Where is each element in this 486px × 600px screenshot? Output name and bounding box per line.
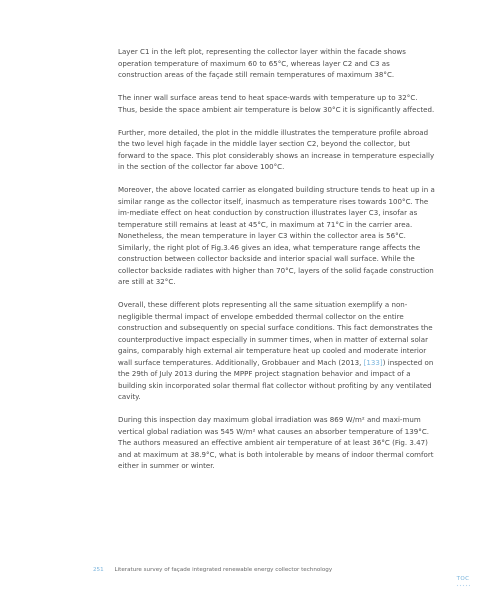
paragraph: During this inspection day maximum global irradiation was 869 W/m² and maxi-mum vertical global radiation was 545 W/m² what causes an absorber temperature of 139°C. The authors measured an effective ambient air temperature of at least 36°C (Fig. 3.47) and at maximum at 38.9°C, what is both intolerable by means of indoor thermal comfort either in summer or winter. <box>118 415 434 470</box>
paragraph: Moreover, the above located carrier as elongated building structure tends to heat up in a similar range as the collector itself, inasmuch as temperature rises towards 100°C. The im-mediate effect on heat conduction by construction illustrates layer C3, insofar as temperature still remains at least at 45°C, in maximum at 71°C in the carrier area. Nonetheless, the mean temperature in layer C3 within the collector area is 56°C. Similarly, the right plot of Fig.3.46 gives an idea, what temperature range affects the construction between collector backside and interior spacial wall surface. While the collector backside radiates with higher than 70°C, layers of the solid façade construction are still at 32°C. <box>118 185 435 286</box>
paragraph <box>118 299 436 403</box>
paragraph: Layer C1 in the left plot, representing the collector layer within the facade shows operation temperature of maximum 60 to 65°C, whereas layer C2 and C3 as construction areas of the façade still remain temperatures of maximum 38°C. <box>118 47 406 79</box>
paragraph: The inner wall surface areas tend to heat space-wards with temperature up to 32°C. Thus, beside the space ambient air temperature is below 30°C it is significantly affected. <box>118 93 435 114</box>
toc-button[interactable] <box>456 576 470 587</box>
paragraph: Further, more detailed, the plot in the middle illustrates the temperature profile abroad the two level high façade in the middle layer section C2, beyond the collector, but forward to the space. This plot considerably shows an increase in temperature especially in the section of the collector far above 100°C. <box>118 127 435 171</box>
body-text <box>118 46 436 483</box>
toc-label: TOC <box>456 576 470 582</box>
citation-link[interactable]: [133] <box>363 357 383 367</box>
page-number: 251 <box>93 567 104 573</box>
paragraph-text: Overall, these different plots representing all the same situation exemplify a non-negligible thermal impact of envelope embedded thermal collector on the entire construction and subsequently on special surface conditions. This fact demonstrates the counterproductive impact especially in summer times, when in matter of external solar gains, comparably high external air temperature heat up cooled and moderate interior wall surface temperatures. Additionally, Grobbauer and Mach (2013, <box>118 300 433 367</box>
paragraph-text: ) inspected on the 29th of July 2013 during the MPPF project stagnation behavior and impact of a building skin incorporated solar thermal flat collector without profiting by any ventilated cavity. <box>118 357 434 401</box>
running-title: Literature survey of façade integrated renewable energy collector technology <box>114 567 333 573</box>
page-footer <box>93 566 332 574</box>
dots-icon <box>456 584 470 587</box>
